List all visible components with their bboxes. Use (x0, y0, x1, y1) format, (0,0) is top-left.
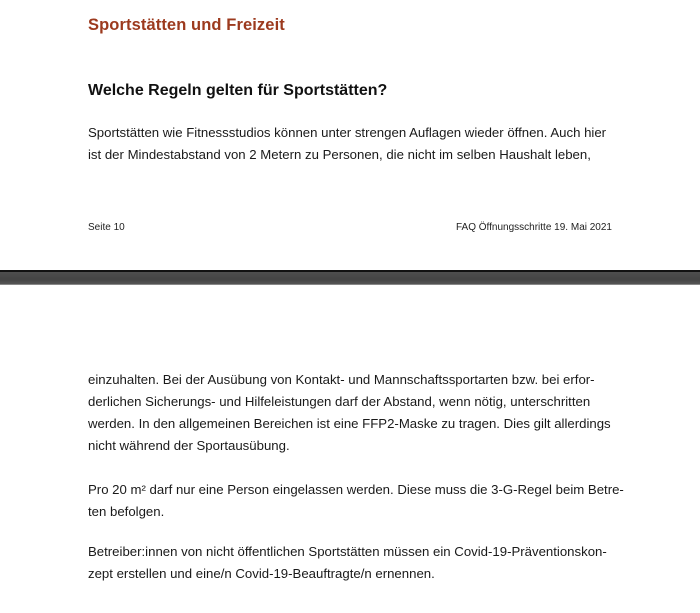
paragraph-line: werden. In den allgemeinen Bereichen ist eine FFP2-Maske zu tragen. Dies gilt allerdings (88, 416, 611, 431)
footer-document-title: FAQ Öffnungsschritte 19. Mai 2021 (455, 222, 612, 233)
document-page-bottom (0, 285, 700, 613)
paragraph-intro (88, 122, 606, 166)
paragraph-line: einzuhalten. Bei der Ausübung von Kontakt- und Mannschaftssportarten bzw. bei erfor- (88, 372, 595, 387)
paragraph-line: ten befolgen. (88, 504, 165, 519)
paragraph-line: Sportstätten wie Fitnessstudios können unter strengen Auflagen wieder öffnen. Auch hier (88, 125, 607, 140)
section-title: Sportstätten und Freizeit (88, 16, 285, 34)
paragraph-line: zept erstellen und eine/n Covid-19-Beauftragte/n ernennen. (88, 566, 435, 581)
question-heading: Welche Regeln gelten für Sportstätten? (88, 82, 388, 99)
page-break-separator (0, 270, 700, 285)
paragraph-line: ist der Mindestabstand von 2 Metern zu Personen, die nicht im selben Haushalt leben, (88, 147, 591, 162)
footer-page-number: Seite 10 (88, 222, 125, 233)
paragraph-distance-rules (88, 369, 611, 457)
paragraph-line: Betreiber:innen von nicht öffentlichen Sportstätten müssen ein Covid-19-Präventionskon- (88, 544, 607, 559)
paragraph-line: Pro 20 m² darf nur eine Person eingelassen werden. Diese muss die 3-G-Regel beim Betre- (88, 482, 624, 497)
paragraph-capacity-rules (88, 479, 624, 523)
paragraph-line: nicht während der Sportausübung. (88, 438, 290, 453)
document-page-top (0, 0, 700, 270)
paragraph-operator-rules (88, 541, 607, 585)
paragraph-line: derlichen Sicherungs- und Hilfeleistungen darf der Abstand, wenn nötig, unterschritten (88, 394, 591, 409)
